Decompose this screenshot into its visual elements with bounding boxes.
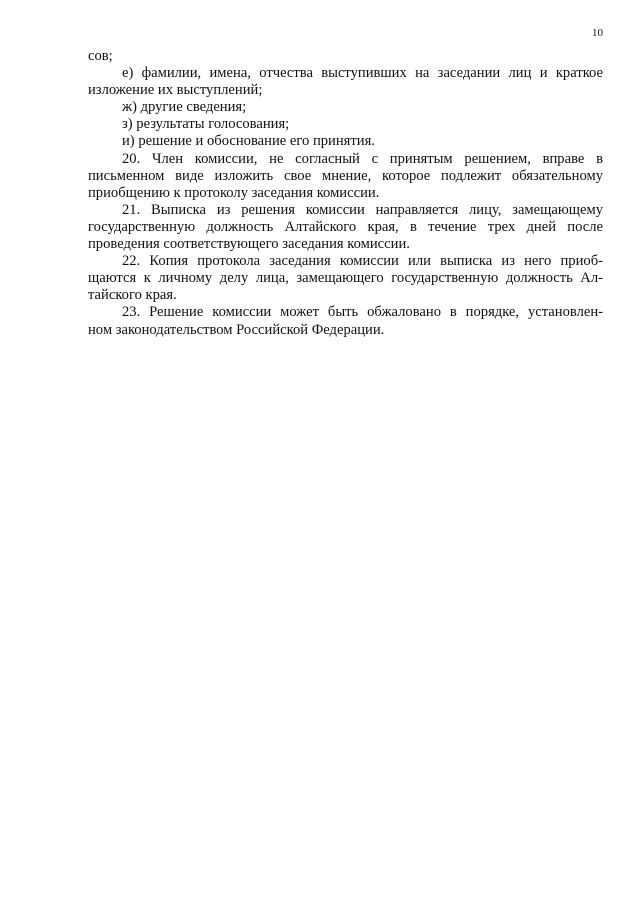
text-line: письменном виде изложить свое мнение, которое подлежит обязательному xyxy=(88,167,603,184)
text-line: ном законодательством Российской Федерации. xyxy=(88,321,385,338)
text-line: и) решение и обоснование его принятия. xyxy=(122,133,375,150)
text-line: тайского края. xyxy=(88,287,177,304)
text-line: щаются к личному делу лица, замещающего государственную должность Ал- xyxy=(88,270,603,287)
text-line: 20. Член комиссии, не согласный с принятым решением, вправе в xyxy=(122,150,603,167)
text-line: государственную должность Алтайского края, в течение трех дней после xyxy=(88,218,603,235)
page-number: 10 xyxy=(592,27,603,39)
document-body xyxy=(88,48,603,339)
text-line: 22. Копия протокола заседания комиссии или выписка из него приоб- xyxy=(122,253,603,270)
text-line: 23. Решение комиссии может быть обжаловано в порядке, установлен- xyxy=(122,304,603,321)
text-line: сов; xyxy=(88,48,113,64)
text-line: изложение их выступлений; xyxy=(88,82,263,99)
text-line: ж) другие сведения; xyxy=(122,99,247,116)
text-line: проведения соответствующего заседания комиссии. xyxy=(88,236,410,253)
text-line: 21. Выписка из решения комиссии направляется лицу, замещающему xyxy=(122,201,603,218)
text-line: з) результаты голосования; xyxy=(122,116,290,133)
text-line: е) фамилии, имена, отчества выступивших на заседании лиц и краткое xyxy=(122,65,603,82)
text-line: приобщению к протоколу заседания комиссии. xyxy=(88,184,380,201)
